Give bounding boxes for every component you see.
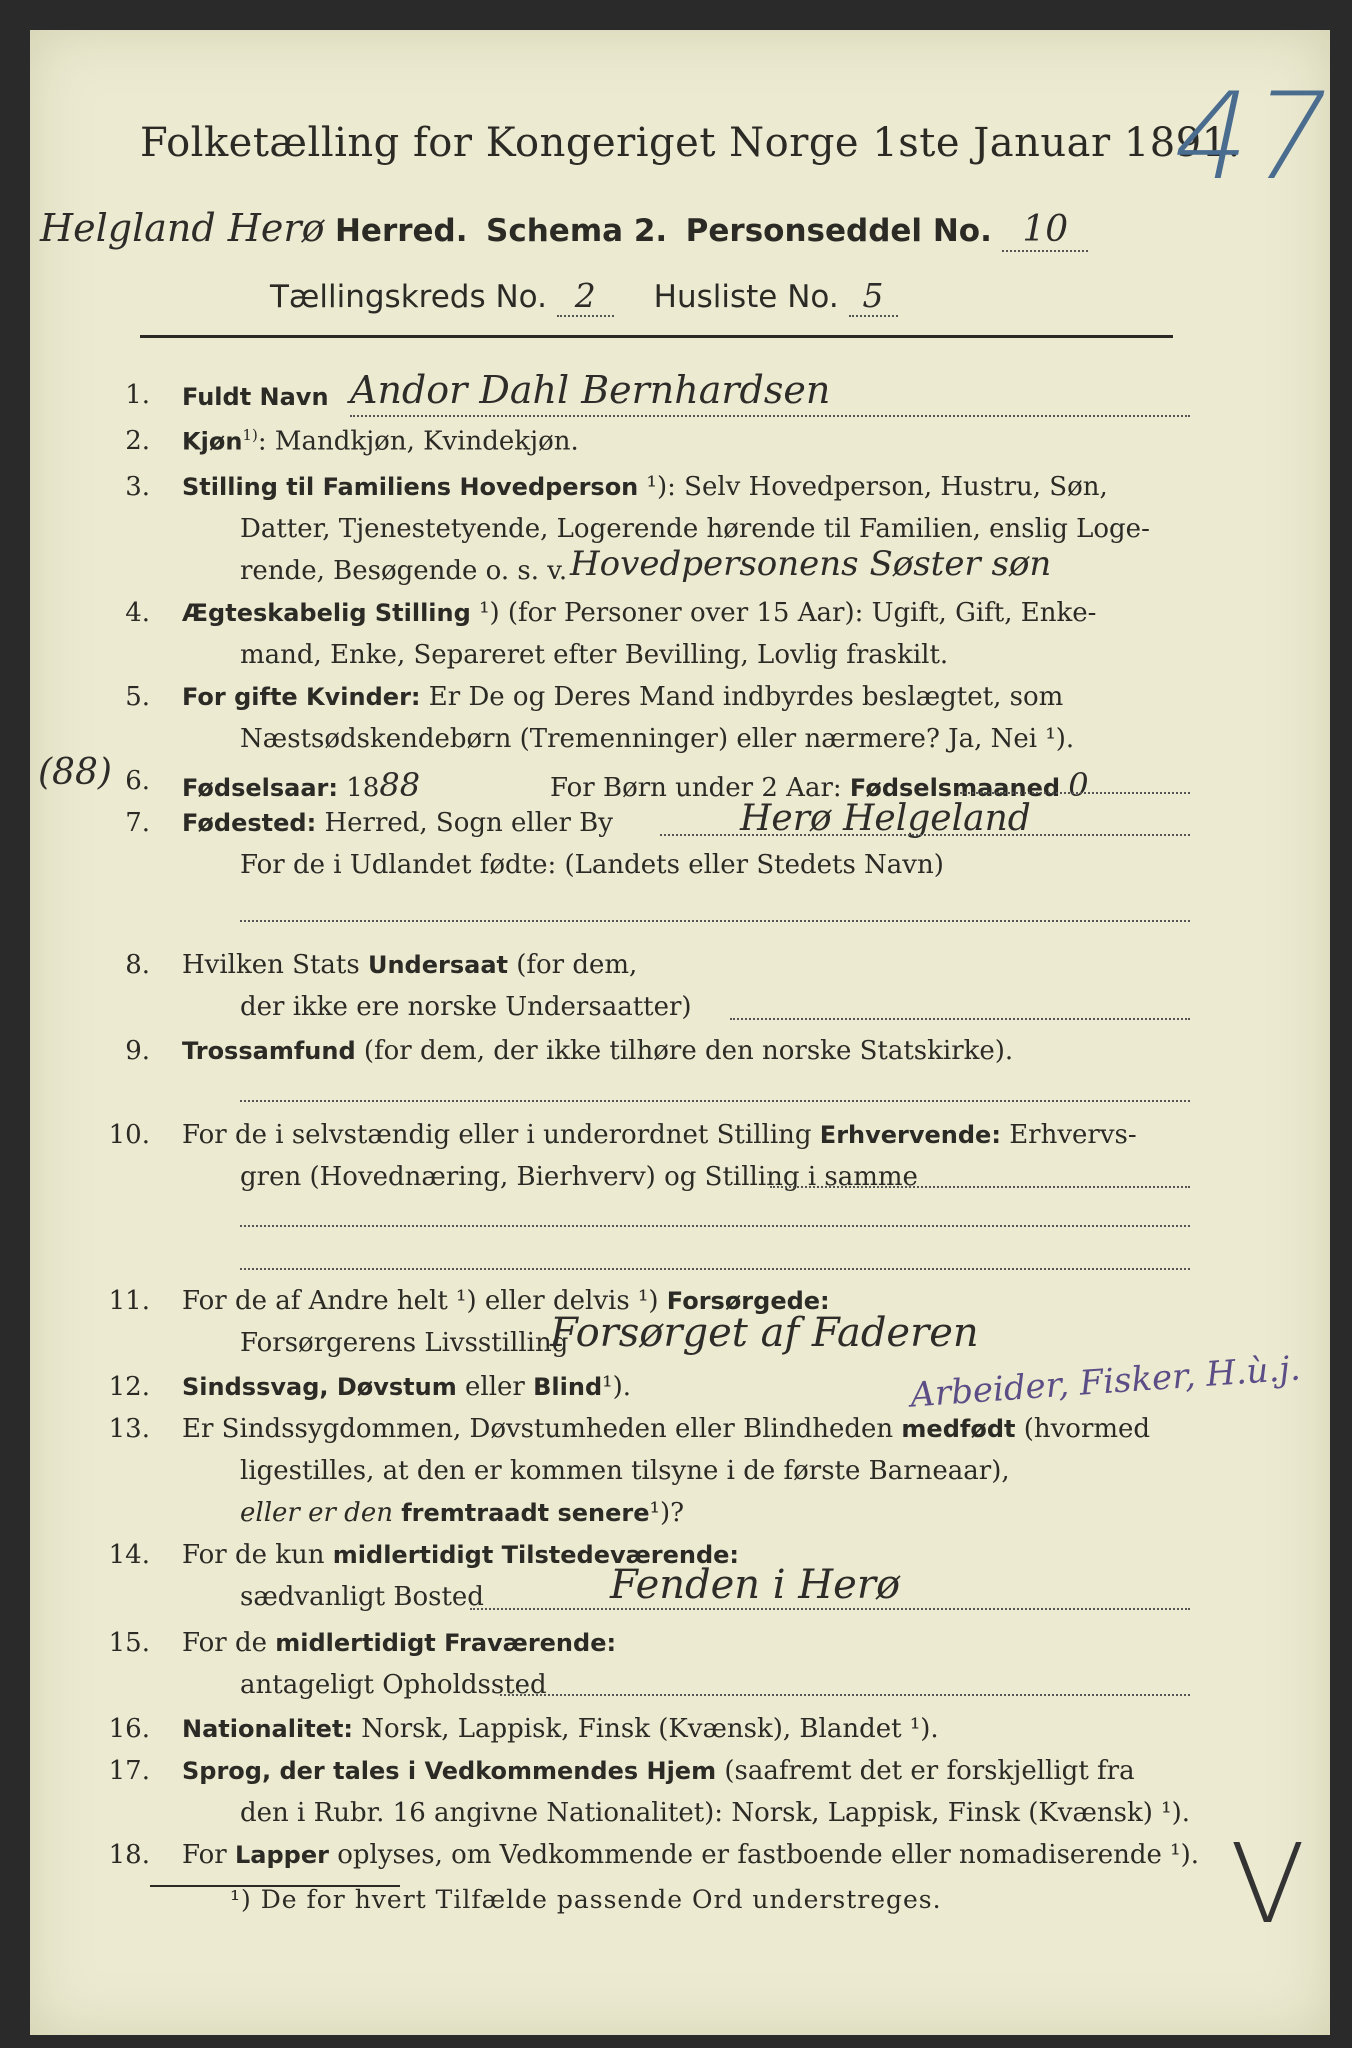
row-number: 12. [108, 1372, 150, 1402]
later-onset-label: fremtraadt senere [401, 1499, 650, 1527]
supported-label: Forsørgede: [666, 1287, 830, 1315]
congenital-question: ligestilles, at den er kommen tilsyne i de første Barneaar), [240, 1456, 1010, 1486]
occupation-label: Erhvervende: [819, 1121, 1001, 1149]
dotted-line [240, 1225, 1190, 1227]
row-number: 8. [125, 950, 150, 980]
citizenship-intro-2: (for dem, [516, 950, 638, 980]
row-number: 16. [108, 1714, 150, 1744]
nationality-options: Norsk, Lappisk, Finsk (Kvænsk), Blandet ¹). [361, 1714, 939, 1744]
dotted-line [240, 1100, 1190, 1102]
citizenship-label: Undersaat [367, 951, 508, 979]
dotted-line [240, 920, 1190, 922]
temporary-absent-label: midlertidigt Fraværende: [275, 1629, 617, 1657]
sex-label: Kjøn [182, 427, 243, 456]
nationality-label: Nationalitet: [182, 1715, 354, 1743]
birthplace-foreign: For de i Udlandet fødte: (Landets eller Stedets Navn) [240, 850, 944, 880]
dotted-line [770, 1186, 1190, 1188]
birthplace-label: Fødested: [182, 809, 317, 837]
footnote-ref: 1) [242, 426, 258, 444]
married-women-question: Er De og Deres Mand indbyrdes beslægtet, som [428, 682, 1064, 712]
birth-month-intro: For Børn under 2 Aar: [550, 773, 842, 803]
kreds-label: Tællingskreds No. [270, 279, 547, 315]
married-women-label: For gifte Kvinder: [182, 683, 421, 711]
footnote-ref: ¹)? [649, 1498, 685, 1528]
later-onset-intro: eller er den [240, 1498, 393, 1528]
check-mark: V [1230, 1820, 1306, 1948]
citizenship-intro: Hvilken Stats [182, 950, 360, 980]
language-options: den i Rubr. 16 angivne Nationalitet): Norsk, Lappisk, Finsk (Kvænsk) ¹). [240, 1798, 1191, 1828]
row-number: 11. [108, 1286, 150, 1316]
lapps-label: Lapper [234, 1841, 329, 1869]
page-number: 47 [1160, 68, 1343, 207]
occupation-intro-2: Erhvervs- [1009, 1120, 1137, 1150]
dotted-line [660, 834, 1190, 836]
form-title: Folketælling for Kongeriget Norge 1ste Januar 1891. [140, 120, 1241, 166]
row-number: 18. [108, 1840, 150, 1870]
full-name-label: Fuldt Navn [182, 383, 329, 411]
congenital-label: medfødt [901, 1415, 1016, 1443]
row-number: 4. [125, 598, 150, 628]
birth-month-value: 0 [1068, 766, 1089, 804]
personseddel-label: Personseddel No. [685, 213, 992, 249]
dotted-line [350, 415, 1190, 417]
family-position-value: Hovedpersonens Søster søn [570, 544, 1052, 584]
birth-year-prefix: 18 [346, 773, 380, 803]
row-number: 10. [108, 1120, 150, 1150]
dotted-line [500, 1694, 1190, 1696]
occupation-intro: For de i selvstændig eller i underordnet Stilling [182, 1120, 812, 1150]
row-number: 17. [108, 1756, 150, 1786]
dotted-line [730, 1018, 1190, 1020]
family-position-options-3: rende, Besøgende o. s. v. [240, 556, 568, 586]
religion-label: Trossamfund [182, 1037, 356, 1065]
supported-intro: For de af Andre helt ¹) eller delvis ¹) [182, 1286, 659, 1316]
insane-deaf-label: Sindssvag, Døvstum [182, 1373, 457, 1401]
supporter-occupation-value: Forsørget af Faderen [550, 1310, 979, 1356]
marital-status-options: ¹) (for Personer over 15 Aar): Ugift, Gift, Enke- [479, 598, 1097, 628]
temporary-present-intro: For de kun [182, 1540, 325, 1570]
religion-question: (for dem, der ikke tilhøre den norske Statskirke). [363, 1036, 1014, 1066]
row-number: 6. [125, 766, 150, 796]
husliste-label: Husliste No. [653, 279, 839, 315]
personseddel-number: 10 [1002, 209, 1088, 252]
birthplace-question: Herred, Sogn eller By [324, 808, 613, 838]
dotted-line [470, 1608, 1190, 1610]
row-number: 5. [125, 682, 150, 712]
marital-status-label: Ægteskabelig Stilling [182, 599, 471, 627]
row-number: 7. [125, 808, 150, 838]
family-position-options: ¹): Selv Hovedperson, Hustru, Søn, [646, 472, 1108, 502]
citizenship-question: der ikke ere norske Undersaatter) [240, 992, 692, 1022]
supporter-occupation-annotation: Arbeider, Fisker, H.ù.j. [909, 1348, 1302, 1416]
husliste-number: 5 [849, 276, 898, 317]
birth-year-margin-note: (88) [38, 752, 112, 793]
usual-residence-value: Fenden i Herø [610, 1562, 901, 1608]
congenital-intro: Er Sindssygdommen, Døvstumheden eller Blindheden [182, 1414, 894, 1444]
footnote: ¹) De for hvert Tilfælde passende Ord understreges. [230, 1885, 942, 1914]
supporter-occupation-label: Forsørgerens Livsstilling [240, 1328, 569, 1358]
marital-status-options-2: mand, Enke, Separeret efter Bevilling, Lovlig fraskilt. [240, 640, 949, 670]
congenital-intro-2: (hvormed [1023, 1414, 1151, 1444]
lapps-question: oplyses, om Vedkommende er fastboende eller nomadiserende ¹). [337, 1840, 1199, 1870]
lapps-intro: For [182, 1840, 227, 1870]
row-number: 3. [125, 472, 150, 502]
dotted-line [240, 1268, 1190, 1270]
row-number: 1. [125, 380, 150, 410]
sex-options: : Mandkjøn, Kvindekjøn. [257, 426, 579, 457]
married-women-question-2: Næstsødskendebørn (Tremenninger) eller nærmere? Ja, Nei ¹). [240, 724, 1075, 754]
probable-residence-label: antageligt Opholdssted [240, 1670, 547, 1700]
kreds-number: 2 [557, 276, 614, 317]
language-question: (saafremt det er forskjelligt fra [724, 1756, 1135, 1786]
birthplace-value: Herø Helgeland [740, 798, 1031, 839]
schema-label: Schema 2. [486, 213, 668, 249]
header-rule [140, 335, 1173, 338]
herred-line [40, 206, 1088, 250]
temporary-absent-intro: For de [182, 1628, 267, 1658]
census-form-page [30, 30, 1343, 2035]
temporary-present-label: midlertidigt Tilstedeværende: [332, 1541, 740, 1569]
row-number: 15. [108, 1628, 150, 1658]
krets-line [270, 276, 898, 315]
blind-label: Blind [533, 1373, 603, 1401]
full-name-value: Andor Dahl Bernhardsen [350, 368, 831, 412]
family-position-label: Stilling til Familiens Hovedperson [182, 473, 639, 501]
row-number: 13. [108, 1414, 150, 1444]
usual-residence-label: sædvanligt Bosted [240, 1582, 484, 1612]
herred-handwritten: Helgland Herø [40, 206, 325, 250]
row-number: 2. [125, 426, 150, 456]
row-number: 14. [108, 1540, 150, 1570]
insane-deaf-or: eller [465, 1372, 525, 1402]
birth-year-value: 88 [379, 766, 421, 804]
birth-month-label: Fødselsmaaned [849, 774, 1061, 802]
birth-year-label: Fødselsaar: [182, 774, 338, 802]
footnote-ref: ¹). [602, 1372, 631, 1402]
occupation-question: gren (Hovednæring, Bierhverv) og Stilling i samme [240, 1162, 918, 1192]
family-position-options-2: Datter, Tjenestetyende, Logerende hørende til Familien, enslig Loge- [240, 514, 1150, 544]
dotted-line [960, 792, 1190, 794]
herred-label: Herred. [334, 213, 468, 249]
language-label: Sprog, der tales i Vedkommendes Hjem [182, 1757, 717, 1785]
row-number: 9. [125, 1036, 150, 1066]
